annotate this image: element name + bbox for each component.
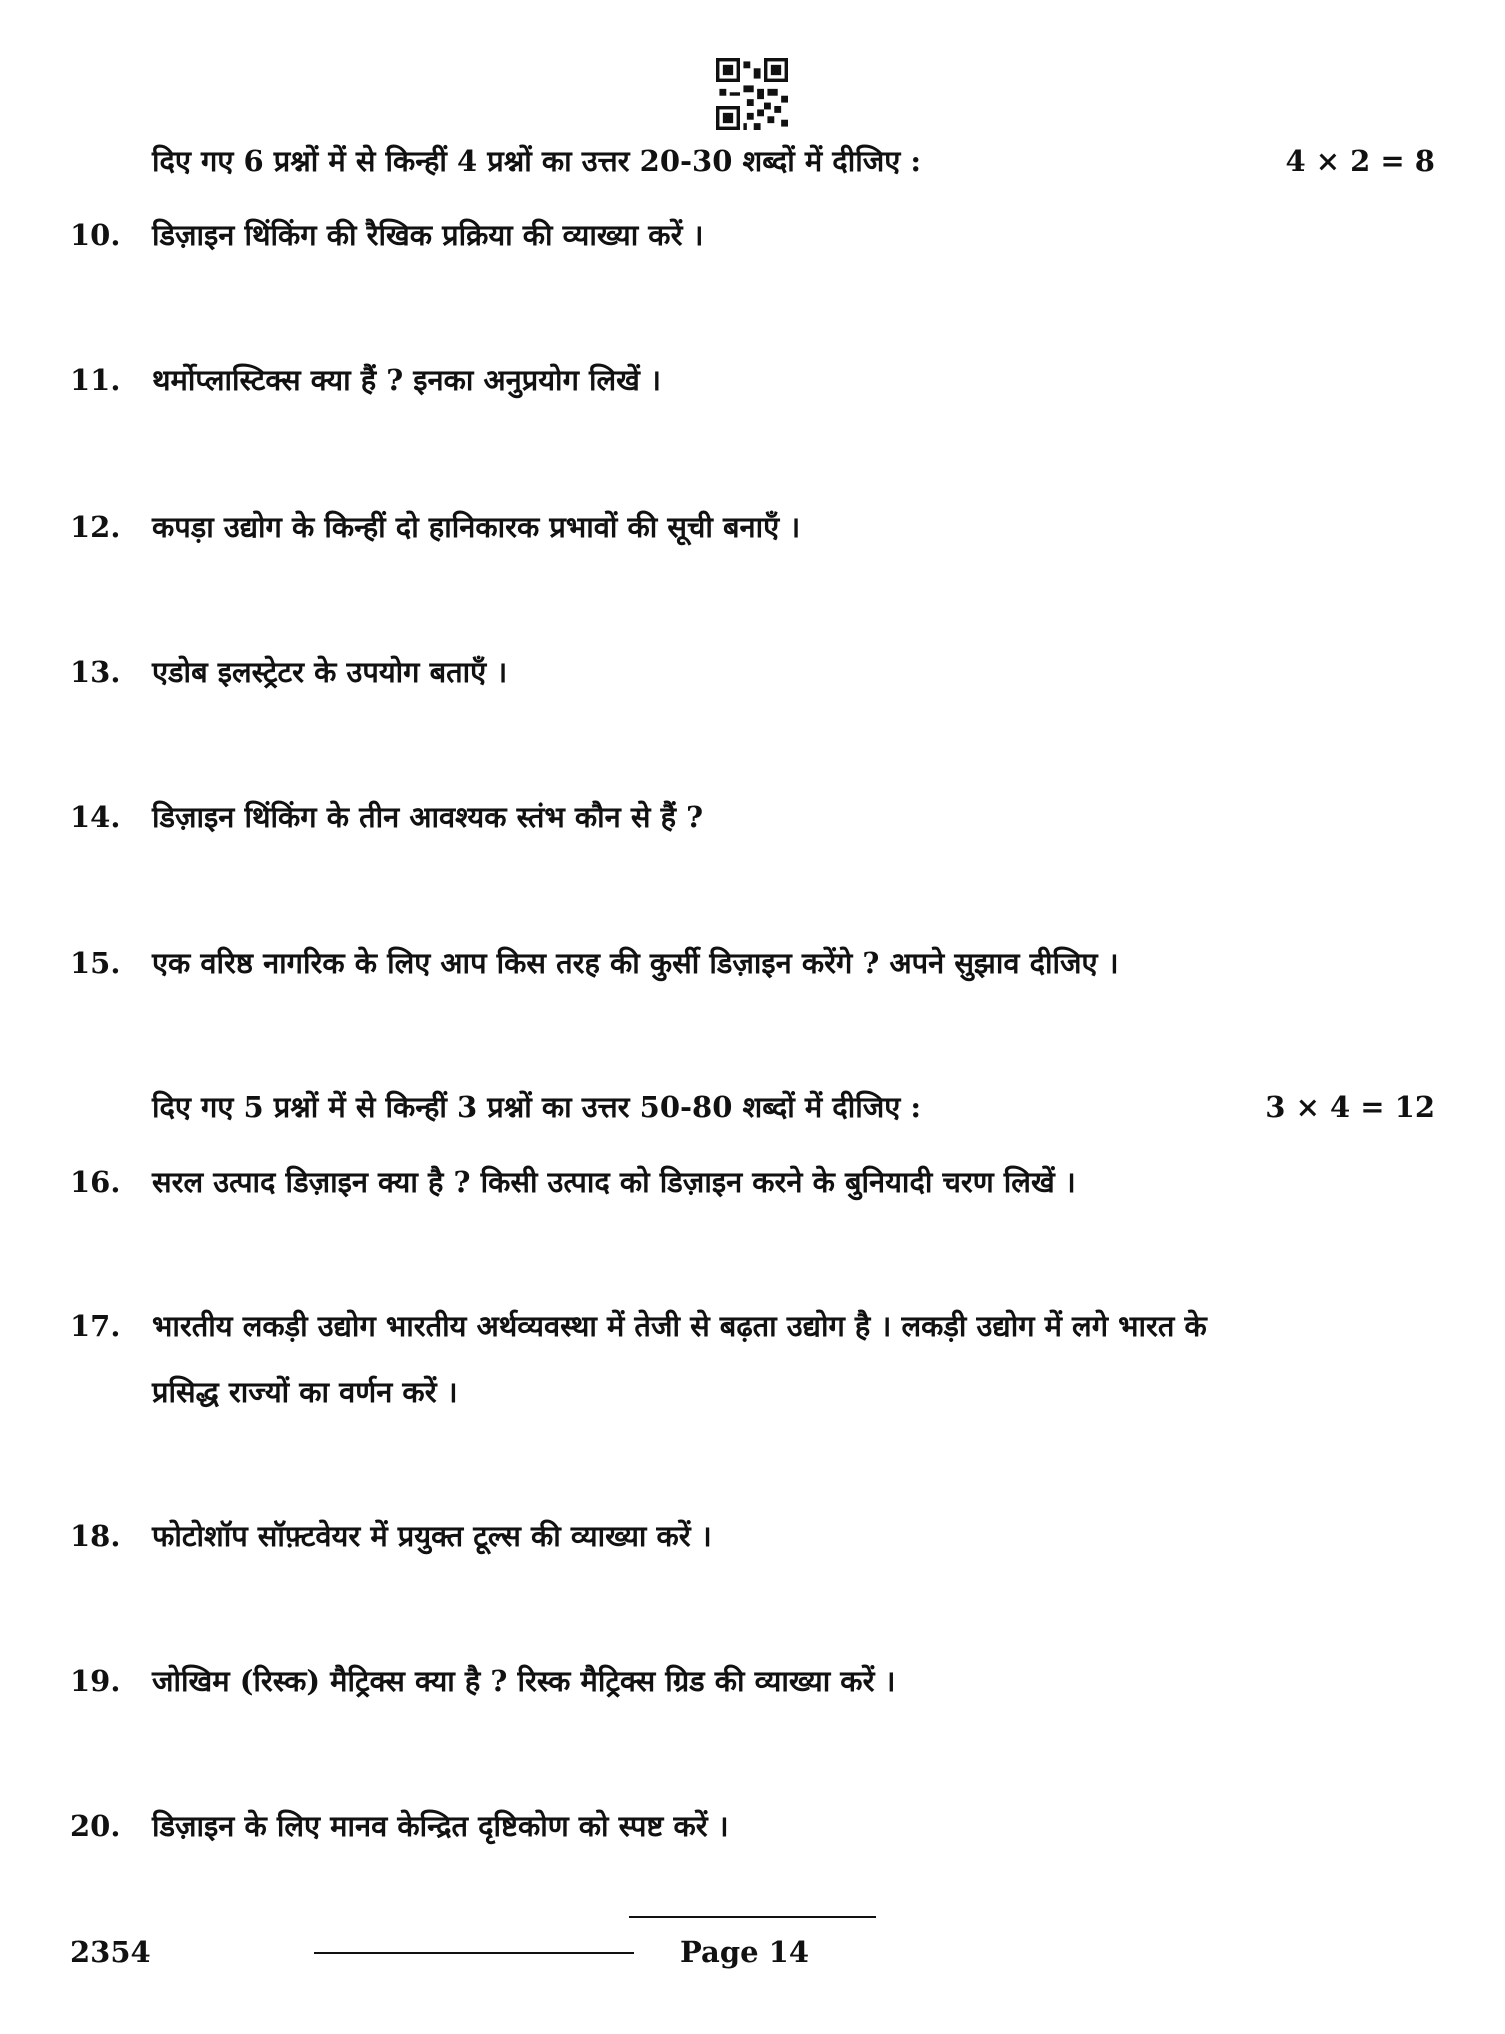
section-marks: 4 × 2 = 8 (1285, 144, 1435, 178)
question-number: 19. (70, 1664, 121, 1698)
question-number: 18. (70, 1519, 121, 1553)
question-number: 13. (70, 655, 121, 689)
question-text: कपड़ा उद्योग के किन्हीं दो हानिकारक प्रभावों की सूची बनाएँ । (152, 510, 801, 544)
question-text: डिज़ाइन थिंकिंग के तीन आवश्यक स्तंभ कौन से हैं ? (152, 800, 704, 834)
question-text: एडोब इलस्ट्रेटर के उपयोग बताएँ । (152, 655, 508, 689)
section-marks: 3 × 4 = 12 (1265, 1090, 1435, 1124)
question-number: 14. (70, 800, 121, 834)
question-number: 20. (70, 1809, 121, 1843)
question-number: 11. (70, 363, 121, 397)
page-number: Page 14 (680, 1935, 809, 1969)
qr-code-icon (716, 58, 788, 130)
question-text: डिज़ाइन के लिए मानव केन्द्रित दृष्टिकोण को स्पष्ट करें । (152, 1809, 729, 1843)
question-number: 15. (70, 946, 121, 980)
footer-rule (314, 1952, 634, 1954)
question-text: भारतीय लकड़ी उद्योग भारतीय अर्थव्यवस्था में तेजी से बढ़ता उद्योग है । लकड़ी उद्योग में लगे भारत के (152, 1309, 1207, 1343)
question-number: 12. (70, 510, 121, 544)
question-number: 17. (70, 1309, 121, 1343)
question-text-continued: प्रसिद्ध राज्यों का वर्णन करें । (152, 1375, 458, 1409)
question-text: फोटोशॉप सॉफ़्टवेयर में प्रयुक्त टूल्स की व्याख्या करें । (152, 1519, 712, 1553)
question-text: एक वरिष्ठ नागरिक के लिए आप किस तरह की कुर्सी डिज़ाइन करेंगे ? अपने सुझाव दीजिए । (152, 946, 1119, 980)
question-text: जोखिम (रिस्क) मैट्रिक्स क्या है ? रिस्क मैट्रिक्स ग्रिड की व्याख्या करें । (152, 1664, 896, 1698)
question-text: थर्मोप्लास्टिक्स क्या हैं ? इनका अनुप्रयोग लिखें । (152, 363, 661, 397)
question-text: सरल उत्पाद डिज़ाइन क्या है ? किसी उत्पाद को डिज़ाइन करने के बुनियादी चरण लिखें । (152, 1165, 1076, 1199)
question-number: 16. (70, 1165, 121, 1199)
section-instruction: दिए गए 6 प्रश्नों में से किन्हीं 4 प्रश्नों का उत्तर 20-30 शब्दों में दीजिए : (152, 144, 922, 178)
paper-code: 2354 (70, 1935, 151, 1969)
footer-divider (629, 1916, 876, 1918)
question-text: डिज़ाइन थिंकिंग की रैखिक प्रक्रिया की व्याख्या करें । (152, 218, 704, 252)
question-number: 10. (70, 218, 121, 252)
section-instruction: दिए गए 5 प्रश्नों में से किन्हीं 3 प्रश्नों का उत्तर 50-80 शब्दों में दीजिए : (152, 1090, 922, 1124)
